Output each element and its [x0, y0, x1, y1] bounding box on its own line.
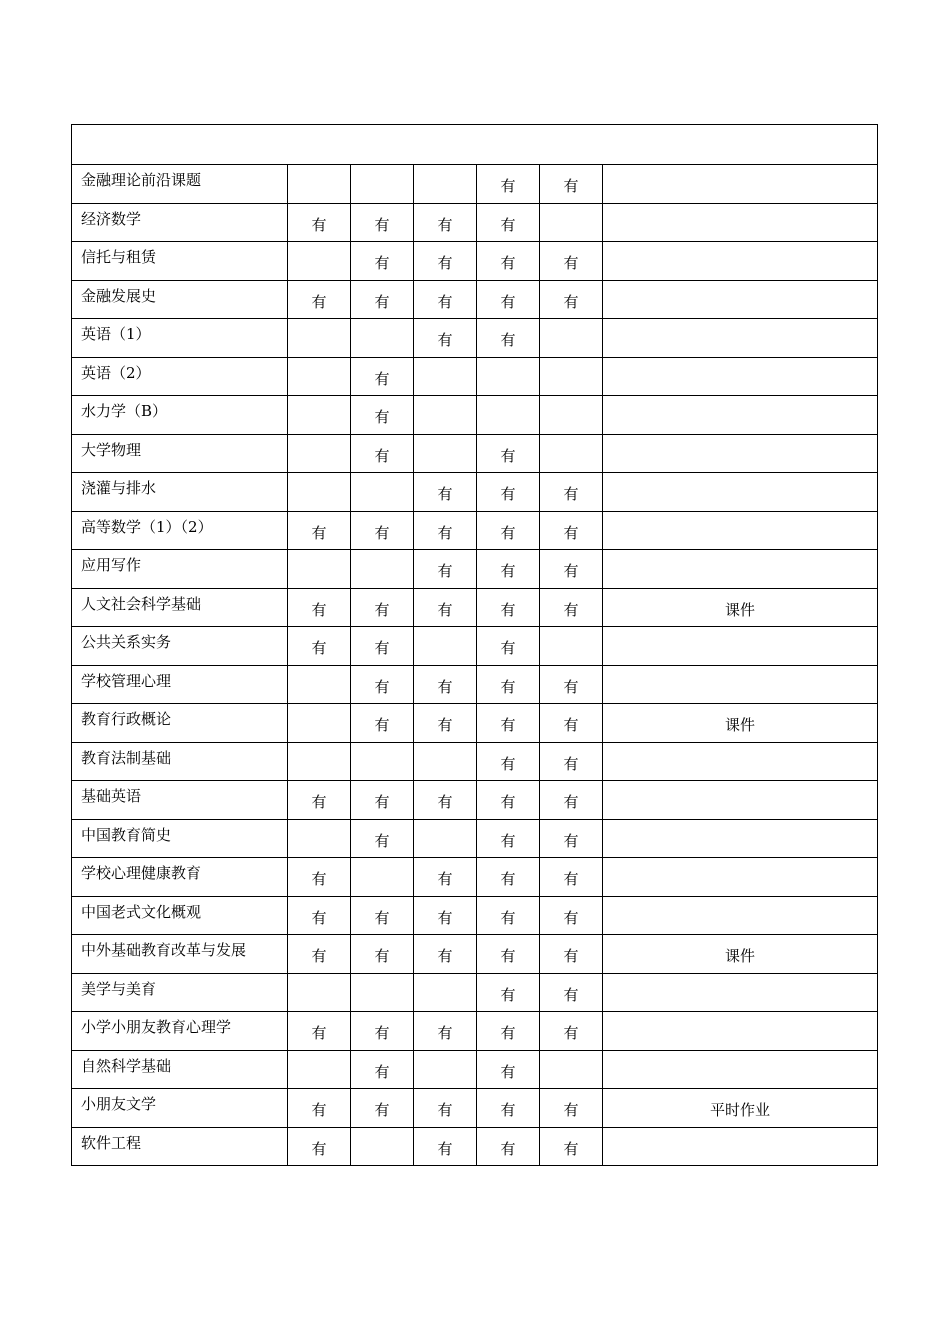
- resource-mark-cell: [288, 550, 351, 589]
- table-row: [72, 665, 878, 704]
- resource-mark-cell: 有: [477, 973, 540, 1012]
- resource-mark-cell: 有: [288, 511, 351, 550]
- note-cell: [603, 434, 878, 473]
- resource-mark-cell: 有: [414, 511, 477, 550]
- course-name-cell: 小学小朋友教育心理学: [72, 1012, 288, 1051]
- note-cell: [603, 280, 878, 319]
- course-name-cell: 经济数学: [72, 203, 288, 242]
- resource-mark-cell: 有: [540, 1127, 603, 1166]
- course-resource-table: [71, 124, 878, 1166]
- table-row: [72, 1127, 878, 1166]
- resource-mark-cell: [414, 819, 477, 858]
- resource-mark-cell: 有: [540, 935, 603, 974]
- resource-mark-cell: 有: [477, 203, 540, 242]
- resource-mark-cell: [288, 242, 351, 281]
- course-name-cell: 应用写作: [72, 550, 288, 589]
- resource-mark-cell: 有: [477, 781, 540, 820]
- resource-mark-cell: [477, 357, 540, 396]
- resource-mark-cell: 有: [477, 1089, 540, 1128]
- table-header-row: [72, 125, 878, 165]
- course-name-cell: 金融理论前沿课题: [72, 165, 288, 204]
- resource-mark-cell: 有: [288, 935, 351, 974]
- course-name-cell: 人文社会科学基础: [72, 588, 288, 627]
- resource-mark-cell: 有: [414, 1127, 477, 1166]
- resource-mark-cell: [540, 319, 603, 358]
- course-name-cell: 美学与美育: [72, 973, 288, 1012]
- resource-mark-cell: 有: [288, 896, 351, 935]
- table-row: [72, 935, 878, 974]
- resource-mark-cell: 有: [477, 473, 540, 512]
- resource-mark-cell: [414, 396, 477, 435]
- resource-mark-cell: [288, 473, 351, 512]
- resource-mark-cell: [351, 319, 414, 358]
- table-row: [72, 434, 878, 473]
- table-row: [72, 973, 878, 1012]
- note-cell: 课件: [603, 704, 878, 743]
- resource-mark-cell: 有: [477, 627, 540, 666]
- course-name-cell: 公共关系实务: [72, 627, 288, 666]
- note-cell: [603, 242, 878, 281]
- resource-mark-cell: [288, 319, 351, 358]
- table-row: [72, 1012, 878, 1051]
- resource-mark-cell: [288, 819, 351, 858]
- resource-mark-cell: 有: [540, 242, 603, 281]
- note-cell: [603, 627, 878, 666]
- table-row: [72, 396, 878, 435]
- course-name-cell: 中外基础教育改革与发展: [72, 935, 288, 974]
- course-name-cell: 基础英语: [72, 781, 288, 820]
- resource-mark-cell: [540, 396, 603, 435]
- resource-mark-cell: 有: [414, 935, 477, 974]
- note-cell: [603, 319, 878, 358]
- resource-mark-cell: [351, 973, 414, 1012]
- resource-mark-cell: 有: [288, 858, 351, 897]
- note-cell: [603, 896, 878, 935]
- note-cell: [603, 1050, 878, 1089]
- resource-mark-cell: [351, 473, 414, 512]
- course-name-cell: 英语（2）: [72, 357, 288, 396]
- resource-mark-cell: 有: [288, 627, 351, 666]
- resource-mark-cell: [351, 165, 414, 204]
- resource-mark-cell: [414, 1050, 477, 1089]
- resource-mark-cell: 有: [477, 511, 540, 550]
- note-cell: [603, 819, 878, 858]
- resource-mark-cell: 有: [477, 1050, 540, 1089]
- resource-mark-cell: 有: [414, 1089, 477, 1128]
- resource-mark-cell: 有: [351, 1089, 414, 1128]
- resource-mark-cell: 有: [540, 473, 603, 512]
- resource-mark-cell: [351, 858, 414, 897]
- course-name-cell: 自然科学基础: [72, 1050, 288, 1089]
- resource-mark-cell: [414, 434, 477, 473]
- resource-mark-cell: 有: [540, 1012, 603, 1051]
- note-cell: [603, 1012, 878, 1051]
- table-row: [72, 819, 878, 858]
- resource-mark-cell: 有: [477, 935, 540, 974]
- resource-mark-cell: [288, 742, 351, 781]
- resource-mark-cell: [288, 396, 351, 435]
- resource-mark-cell: 有: [414, 896, 477, 935]
- note-cell: 课件: [603, 588, 878, 627]
- resource-mark-cell: [288, 1050, 351, 1089]
- resource-mark-cell: 有: [351, 242, 414, 281]
- resource-mark-cell: [351, 742, 414, 781]
- resource-mark-cell: [414, 973, 477, 1012]
- resource-mark-cell: 有: [477, 665, 540, 704]
- resource-mark-cell: [288, 357, 351, 396]
- resource-mark-cell: 有: [540, 896, 603, 935]
- resource-mark-cell: 有: [414, 550, 477, 589]
- resource-mark-cell: 有: [540, 280, 603, 319]
- resource-mark-cell: 有: [477, 858, 540, 897]
- table-row: [72, 319, 878, 358]
- resource-mark-cell: [540, 203, 603, 242]
- resource-mark-cell: 有: [351, 280, 414, 319]
- resource-mark-cell: 有: [288, 1127, 351, 1166]
- note-cell: [603, 742, 878, 781]
- course-name-cell: 中国老式文化概观: [72, 896, 288, 935]
- resource-mark-cell: 有: [477, 704, 540, 743]
- table-row: [72, 357, 878, 396]
- resource-mark-cell: [540, 434, 603, 473]
- resource-mark-cell: 有: [477, 280, 540, 319]
- course-name-cell: 金融发展史: [72, 280, 288, 319]
- resource-mark-cell: 有: [477, 165, 540, 204]
- table-row: [72, 896, 878, 935]
- resource-mark-cell: 有: [477, 319, 540, 358]
- note-cell: [603, 665, 878, 704]
- resource-mark-cell: 有: [540, 819, 603, 858]
- course-name-cell: 高等数学（1）（2）: [72, 511, 288, 550]
- resource-mark-cell: 有: [540, 550, 603, 589]
- resource-mark-cell: 有: [351, 588, 414, 627]
- resource-mark-cell: 有: [477, 550, 540, 589]
- resource-mark-cell: 有: [414, 858, 477, 897]
- table-body: [72, 125, 878, 1166]
- resource-mark-cell: [288, 434, 351, 473]
- course-name-cell: 信托与租赁: [72, 242, 288, 281]
- course-name-cell: 软件工程: [72, 1127, 288, 1166]
- resource-mark-cell: 有: [351, 203, 414, 242]
- note-cell: [603, 781, 878, 820]
- course-name-cell: 浇灌与排水: [72, 473, 288, 512]
- course-name-cell: 水力学（B）: [72, 396, 288, 435]
- resource-mark-cell: 有: [477, 242, 540, 281]
- table-row: [72, 203, 878, 242]
- table-header-cell: [72, 125, 878, 165]
- resource-mark-cell: 有: [414, 665, 477, 704]
- resource-mark-cell: [414, 357, 477, 396]
- resource-mark-cell: [540, 1050, 603, 1089]
- note-cell: [603, 1127, 878, 1166]
- resource-mark-cell: 有: [351, 434, 414, 473]
- table-row: [72, 781, 878, 820]
- resource-mark-cell: 有: [540, 858, 603, 897]
- note-cell: [603, 550, 878, 589]
- resource-mark-cell: 有: [477, 819, 540, 858]
- resource-mark-cell: 有: [540, 781, 603, 820]
- table-row: [72, 242, 878, 281]
- resource-mark-cell: 有: [351, 896, 414, 935]
- resource-mark-cell: 有: [414, 242, 477, 281]
- resource-mark-cell: 有: [477, 588, 540, 627]
- table-row: [72, 588, 878, 627]
- resource-mark-cell: 有: [351, 819, 414, 858]
- course-name-cell: 学校心理健康教育: [72, 858, 288, 897]
- note-cell: [603, 165, 878, 204]
- note-cell: [603, 858, 878, 897]
- table-row: [72, 704, 878, 743]
- table-row: [72, 280, 878, 319]
- resource-mark-cell: [414, 742, 477, 781]
- resource-mark-cell: 有: [351, 511, 414, 550]
- table-row: [72, 165, 878, 204]
- resource-mark-cell: 有: [477, 1127, 540, 1166]
- note-cell: 课件: [603, 935, 878, 974]
- resource-mark-cell: 有: [477, 434, 540, 473]
- resource-mark-cell: [414, 627, 477, 666]
- resource-mark-cell: 有: [288, 588, 351, 627]
- resource-mark-cell: 有: [351, 357, 414, 396]
- resource-mark-cell: 有: [351, 1050, 414, 1089]
- resource-mark-cell: [540, 357, 603, 396]
- table-row: [72, 858, 878, 897]
- resource-mark-cell: 有: [540, 511, 603, 550]
- note-cell: [603, 473, 878, 512]
- table-row: [72, 511, 878, 550]
- note-cell: [603, 357, 878, 396]
- table-row: [72, 1089, 878, 1128]
- resource-mark-cell: [288, 704, 351, 743]
- resource-mark-cell: 有: [351, 665, 414, 704]
- resource-mark-cell: 有: [540, 1089, 603, 1128]
- resource-mark-cell: 有: [540, 742, 603, 781]
- resource-mark-cell: 有: [540, 165, 603, 204]
- note-cell: [603, 973, 878, 1012]
- resource-mark-cell: 有: [288, 280, 351, 319]
- resource-mark-cell: [351, 1127, 414, 1166]
- course-name-cell: 教育法制基础: [72, 742, 288, 781]
- resource-mark-cell: [414, 165, 477, 204]
- resource-mark-cell: 有: [414, 203, 477, 242]
- note-cell: [603, 511, 878, 550]
- resource-mark-cell: 有: [414, 319, 477, 358]
- resource-mark-cell: 有: [477, 742, 540, 781]
- course-name-cell: 小朋友文学: [72, 1089, 288, 1128]
- table-row: [72, 473, 878, 512]
- resource-mark-cell: 有: [351, 781, 414, 820]
- table-row: [72, 550, 878, 589]
- table-row: [72, 742, 878, 781]
- resource-mark-cell: 有: [288, 1089, 351, 1128]
- course-name-cell: 英语（1）: [72, 319, 288, 358]
- resource-mark-cell: [351, 550, 414, 589]
- resource-mark-cell: [288, 165, 351, 204]
- table-row: [72, 1050, 878, 1089]
- resource-mark-cell: 有: [351, 1012, 414, 1051]
- course-name-cell: 学校管理心理: [72, 665, 288, 704]
- resource-mark-cell: [477, 396, 540, 435]
- resource-mark-cell: 有: [414, 473, 477, 512]
- resource-mark-cell: [288, 973, 351, 1012]
- resource-mark-cell: 有: [540, 588, 603, 627]
- resource-mark-cell: 有: [351, 396, 414, 435]
- note-cell: [603, 396, 878, 435]
- resource-mark-cell: 有: [351, 704, 414, 743]
- resource-mark-cell: 有: [414, 280, 477, 319]
- resource-mark-cell: 有: [288, 203, 351, 242]
- resource-mark-cell: 有: [540, 665, 603, 704]
- note-cell: 平时作业: [603, 1089, 878, 1128]
- resource-mark-cell: 有: [414, 588, 477, 627]
- course-name-cell: 教育行政概论: [72, 704, 288, 743]
- note-cell: [603, 203, 878, 242]
- resource-mark-cell: 有: [288, 1012, 351, 1051]
- resource-mark-cell: 有: [414, 1012, 477, 1051]
- resource-mark-cell: 有: [414, 704, 477, 743]
- resource-mark-cell: [288, 665, 351, 704]
- resource-mark-cell: 有: [477, 1012, 540, 1051]
- resource-mark-cell: 有: [540, 704, 603, 743]
- resource-mark-cell: 有: [414, 781, 477, 820]
- resource-mark-cell: 有: [540, 973, 603, 1012]
- course-name-cell: 大学物理: [72, 434, 288, 473]
- table-row: [72, 627, 878, 666]
- course-name-cell: 中国教育简史: [72, 819, 288, 858]
- resource-mark-cell: 有: [351, 627, 414, 666]
- resource-mark-cell: 有: [477, 896, 540, 935]
- resource-mark-cell: 有: [288, 781, 351, 820]
- resource-mark-cell: [540, 627, 603, 666]
- resource-mark-cell: 有: [351, 935, 414, 974]
